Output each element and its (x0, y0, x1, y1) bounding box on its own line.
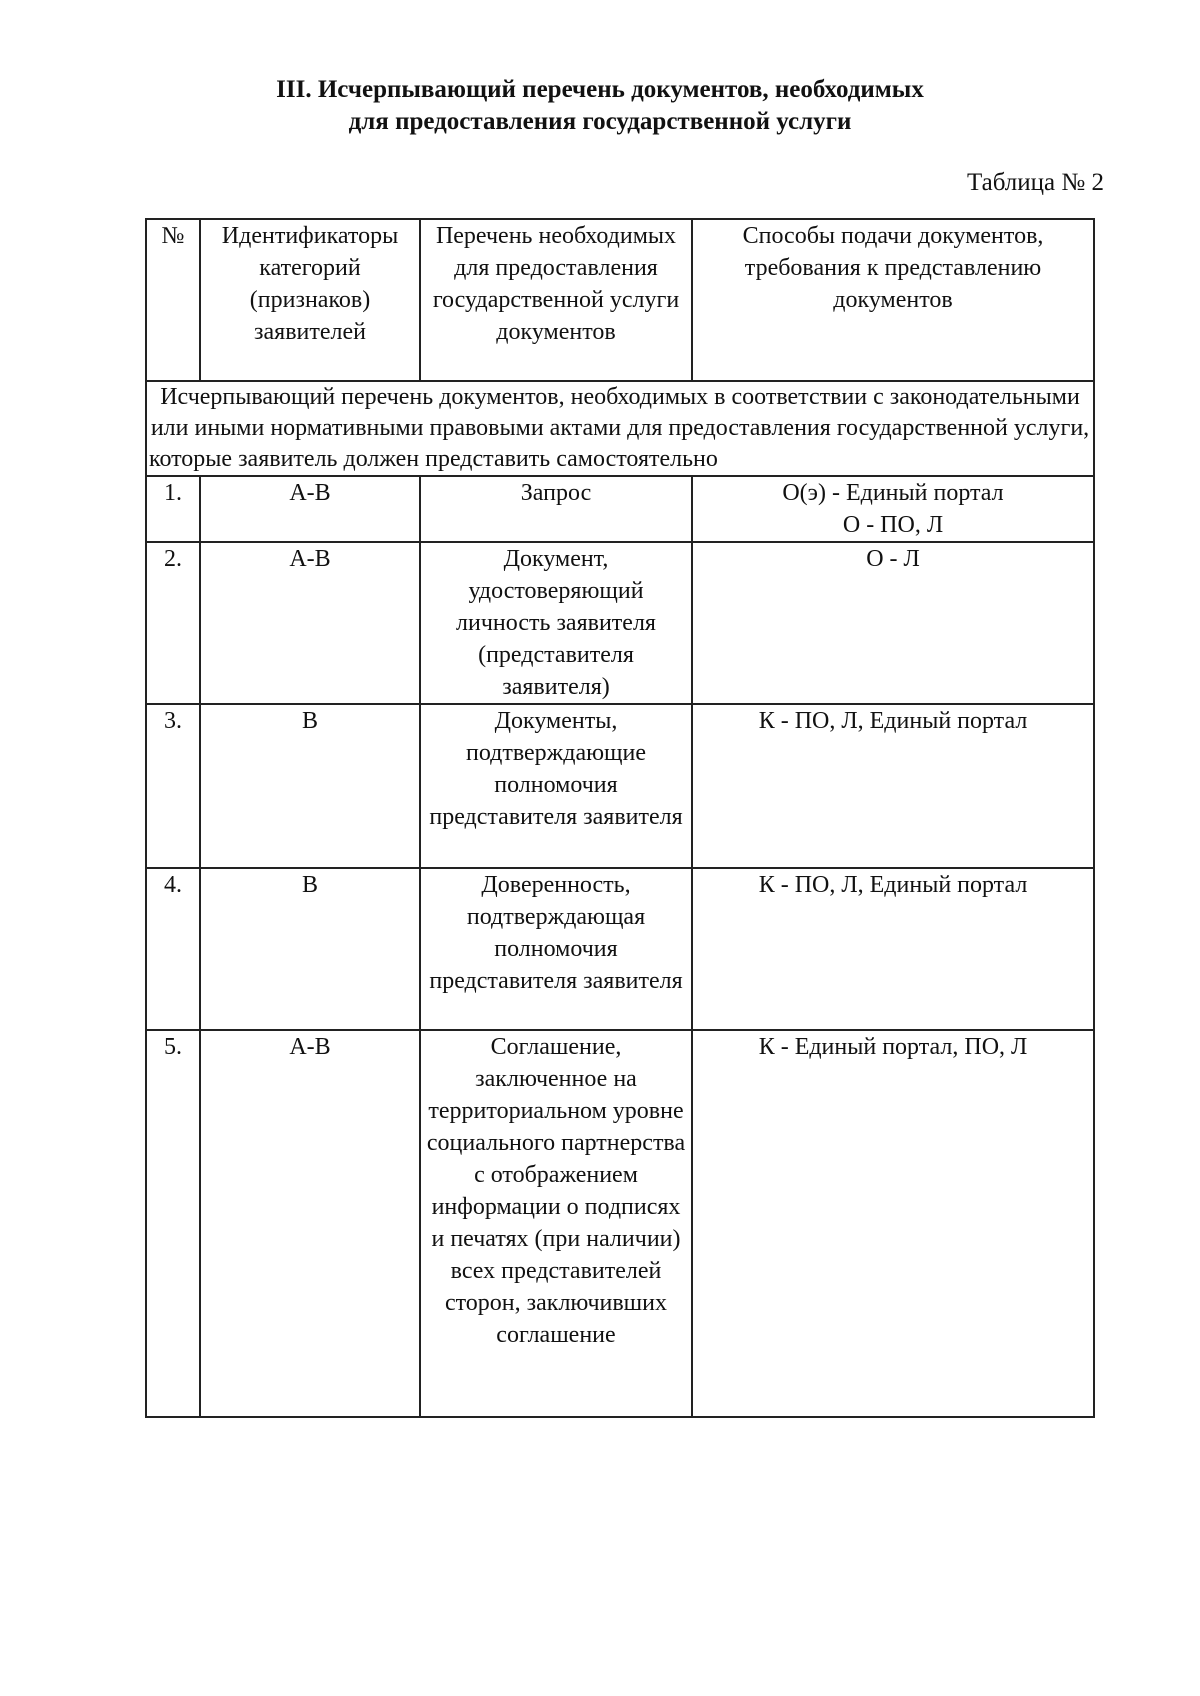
row-method: К - ПО, Л, Единый портал (692, 704, 1094, 868)
row-num: 1. (146, 476, 200, 542)
row-num: 4. (146, 868, 200, 1030)
table-number: Таблица № 2 (966, 169, 1104, 196)
row-document: Документы, подтверждающие полномочия представителя заявителя (420, 704, 692, 868)
row-method: О - Л (692, 542, 1094, 704)
row-document: Доверенность, подтверждающая полномочия представителя заявителя (420, 868, 692, 1030)
row-document: Запрос (420, 476, 692, 542)
row-num: 2. (146, 542, 200, 704)
row-identifiers: А-В (200, 476, 420, 542)
table-row (146, 1030, 1094, 1417)
table-row (146, 476, 1094, 542)
row-num: 5. (146, 1030, 200, 1417)
heading-line-1: III. Исчерпывающий перечень документов, необходимых (276, 76, 924, 103)
row-document: Соглашение, заключенное на территориальном уровне социального партнерства с отображением информации о подписях и печатях (при наличии) всех представителей сторон, заключивших соглашение (420, 1030, 692, 1417)
section-heading (0, 74, 1200, 138)
intro-text: Исчерпывающий перечень документов, необходимых в соответствии с законодательными или иными нормативными правовыми актами для предоставления государственной услуги, которые заявитель должен представить самостоятельно (146, 381, 1094, 476)
row-identifiers: А-В (200, 542, 420, 704)
row-num: 3. (146, 704, 200, 868)
header-identifiers: Идентификаторы категорий (признаков) заявителей (200, 219, 420, 381)
header-methods: Способы подачи документов, требования к представлению документов (692, 219, 1094, 381)
table-row (146, 704, 1094, 868)
row-method-line-2: О - ПО, Л (842, 512, 944, 538)
row-method (692, 476, 1094, 542)
intro-row (146, 381, 1094, 476)
row-identifiers: В (200, 868, 420, 1030)
header-num: № (146, 219, 200, 381)
row-method: К - Единый портал, ПО, Л (692, 1030, 1094, 1417)
row-document: Документ, удостоверяющий личность заявителя (представителя заявителя) (420, 542, 692, 704)
documents-table (145, 218, 1095, 1418)
row-identifiers: В (200, 704, 420, 868)
row-method-line-1: О(э) - Единый портал (782, 480, 1004, 506)
row-method: К - ПО, Л, Единый портал (692, 868, 1094, 1030)
row-identifiers: А-В (200, 1030, 420, 1417)
heading-line-2: для предоставления государственной услуги (348, 108, 852, 135)
header-documents: Перечень необходимых для предоставления государственной услуги документов (420, 219, 692, 381)
table-row (146, 868, 1094, 1030)
table-row (146, 542, 1094, 704)
table-header-row (146, 219, 1094, 381)
